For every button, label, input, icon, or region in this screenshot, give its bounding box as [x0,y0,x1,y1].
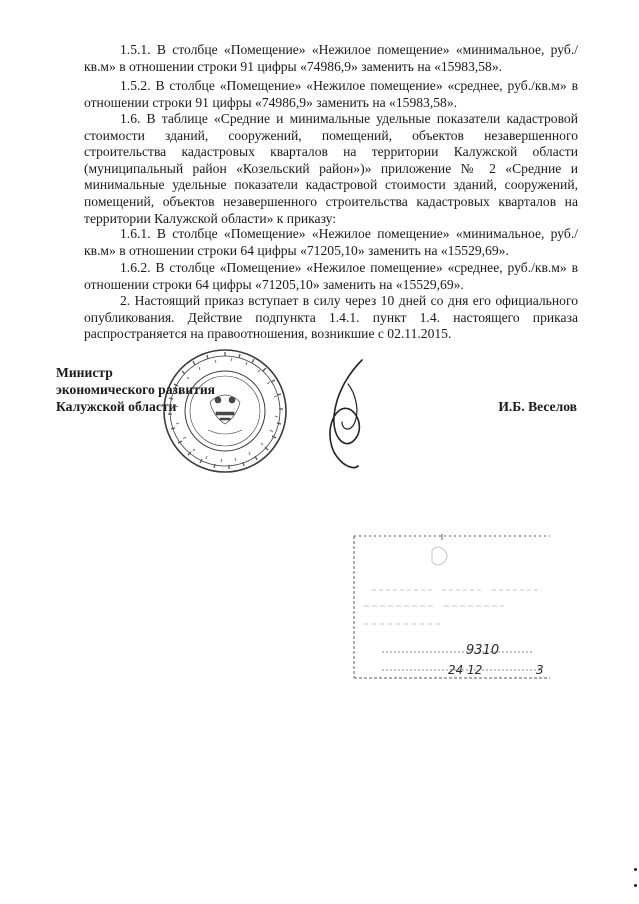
scan-speck [634,868,637,871]
signatory-title-line-3: Калужской области [56,399,177,414]
paragraph-1-6-1: 1.6.1. В столбце «Помещение» «Нежилое помещение» «минимальное, руб./кв.м» в отношении строки 64 цифры «71205,10» заменить на «15529,69». [84,226,578,258]
signatory-title-line-2: экономического развития [56,382,216,397]
paragraph-1-5-1: 1.5.1. В столбце «Помещение» «Нежилое помещение» «минимальное, руб./кв.м» в отношении строки 91 цифры «74986,9» заменить на «15983,58». [84,42,578,74]
handwritten-signature [318,354,378,474]
paragraph-1-5-2: 1.5.2. В столбце «Помещение» «Нежилое помещение» «среднее, руб./кв.м» в отношении строки 91 цифры «74986,9» заменить на «15983,58». [84,78,578,110]
registration-stamp [352,532,552,682]
signatory-title-line-1: Министр [56,365,113,380]
signatory-title [56,364,215,415]
registration-extra: 3 [536,663,544,677]
registration-date: 24 12 [448,663,483,677]
signatory-name: И.Б. Веселов [498,399,577,414]
paragraph-1-6-2: 1.6.2. В столбце «Помещение» «Нежилое помещение» «среднее, руб./кв.м» в отношении строки 64 цифры «71205,10» заменить на «15529,69». [84,260,578,292]
registration-number: 9310 [466,643,500,658]
paragraph-2: 2. Настоящий приказ вступает в силу через 10 дней со дня его официального опубликования. Действие подпункта 1.4.1. пункт 1.4. настоящего приказа распространяется на правоотношения, возникшие с 02.11.2015. [84,293,578,342]
scan-speck [634,884,637,887]
paragraph-1-6: 1.6. В таблице «Средние и минимальные удельные показатели кадастровой стоимости зданий, сооружений, помещений, объектов незавершенного строительства кадастровых кварталов на территории Калужской области (муниципальный район «Козельский район»)» приложение № 2 «Средние и минимальные удельные показатели кадастровой стоимости зданий, сооружений, помещений, объектов незавершенного строительства кадастровых кварталов на территории Калужской области» к приказу: [84,111,578,226]
